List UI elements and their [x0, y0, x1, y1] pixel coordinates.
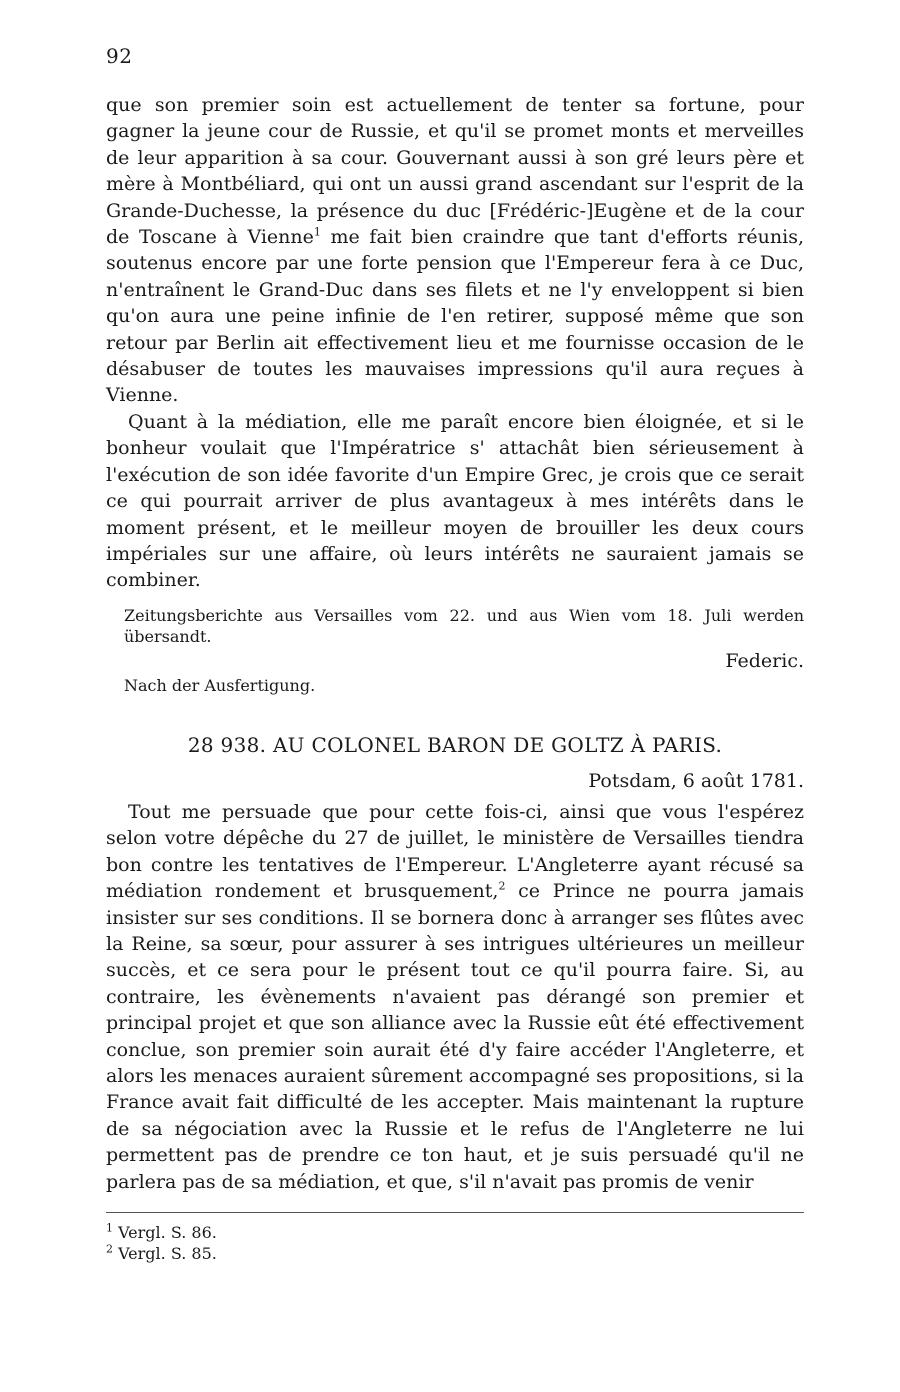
paragraph-text: que son premier soin est actuellement de tenter sa fortune, pour gagner la jeune cour de Russie, et qu'il se promet monts et merveilles de leur apparition à sa cour. Gouvernant aussi à son gré leurs père et mère à Montbéliard, qui ont un aussi grand ascendant sur l'esprit de la Grande-Duchesse, la présence du duc [Frédéric-]Eugène et de la cour de Toscane à Vienne	[106, 94, 804, 249]
paragraph	[106, 799, 804, 1195]
footnote-ref: 1	[313, 225, 321, 239]
letter-body	[106, 799, 804, 1195]
footnote-mark: 2	[106, 1242, 113, 1256]
paragraph-text: me fait bien craindre que tant d'efforts réunis, soutenus encore par une forte pension que l'Empereur fera à ce Duc, n'entraînent le Grand-Duc dans ses filets et ne l'y enveloppent si bien qu'on aura une peine infinie de l'en retirer, supposé même que son retour par Berlin ait effectivement lieu et me fournisse occasion de le désabuser de toutes les mauvaises impressions qu'il aura reçues à Vienne.	[106, 226, 804, 407]
paragraph-text: Tout me persuade que pour cette fois-ci, ainsi que vous l'espérez selon votre dépêche du 27 de juillet, le ministère de Versailles tiendra bon contre les tentatives de l'Empereur. L'Angleterre ayant récusé sa médiation rondement et brusquement,	[106, 801, 804, 903]
footnote-ref: 2	[498, 879, 506, 893]
footnote-text: Vergl. S. 86.	[118, 1223, 217, 1242]
source-note: Nach der Ausfertigung.	[124, 676, 316, 695]
footnote	[106, 1243, 217, 1264]
paragraph-text: ce Prince ne pourra jamais insister sur ses conditions. Il se bornera donc à arranger ses flûtes avec la Reine, sa sœur, pour assurer à ses intrigues ultérieures un meilleur succès, et ce sera pour le présent tout ce qu'il pourra faire. Si, au contraire, les évènements n'avaient pas dérangé son premier et principal projet et que son alliance avec la Russie eût été effectivement conclue, son premier soin aurait été d'y faire accéder l'Angleterre, et alors les menaces auraient sûrement accompagné ses propositions, si la France avait fait difficulté de les accepter. Mais maintenant la rupture de sa négociation avec la Russie et le refus de l'Angleterre ne lui permettent pas de prendre ce ton haut, et je suis persuadé qu'il ne parlera pas de sa médiation, et que, s'il n'avait pas promis de venir	[106, 880, 804, 1193]
footnote-divider	[106, 1212, 804, 1213]
footnote	[106, 1222, 217, 1243]
letter-body-continued	[106, 92, 804, 594]
signature: Federic.	[725, 650, 804, 672]
editorial-note: Zeitungsberichte aus Versailles vom 22. und aus Wien vom 18. Juli werden übersandt.	[124, 606, 804, 646]
footnote-mark: 1	[106, 1221, 113, 1235]
paragraph: Quant à la médiation, elle me paraît encore bien éloignée, et si le bonheur voulait que l'Impératrice s' attachât bien sérieusement à l'exécution de son idée favorite d'un Empire Grec, je crois que ce serait ce qui pourrait arriver de plus avantageux à mes intérêts dans le moment présent, et le meilleur moyen de brouiller les deux cours impériales sur une affaire, où leurs intérêts ne sauraient jamais se combiner.	[106, 410, 804, 592]
dateline: Potsdam, 6 août 1781.	[588, 770, 804, 792]
footnote-text: Vergl. S. 85.	[118, 1244, 217, 1263]
footnotes	[106, 1222, 217, 1264]
paragraph	[106, 92, 804, 409]
page-number: 92	[106, 44, 133, 68]
letter-heading: 28 938. AU COLONEL BARON DE GOLTZ À PARIS.	[187, 733, 723, 757]
